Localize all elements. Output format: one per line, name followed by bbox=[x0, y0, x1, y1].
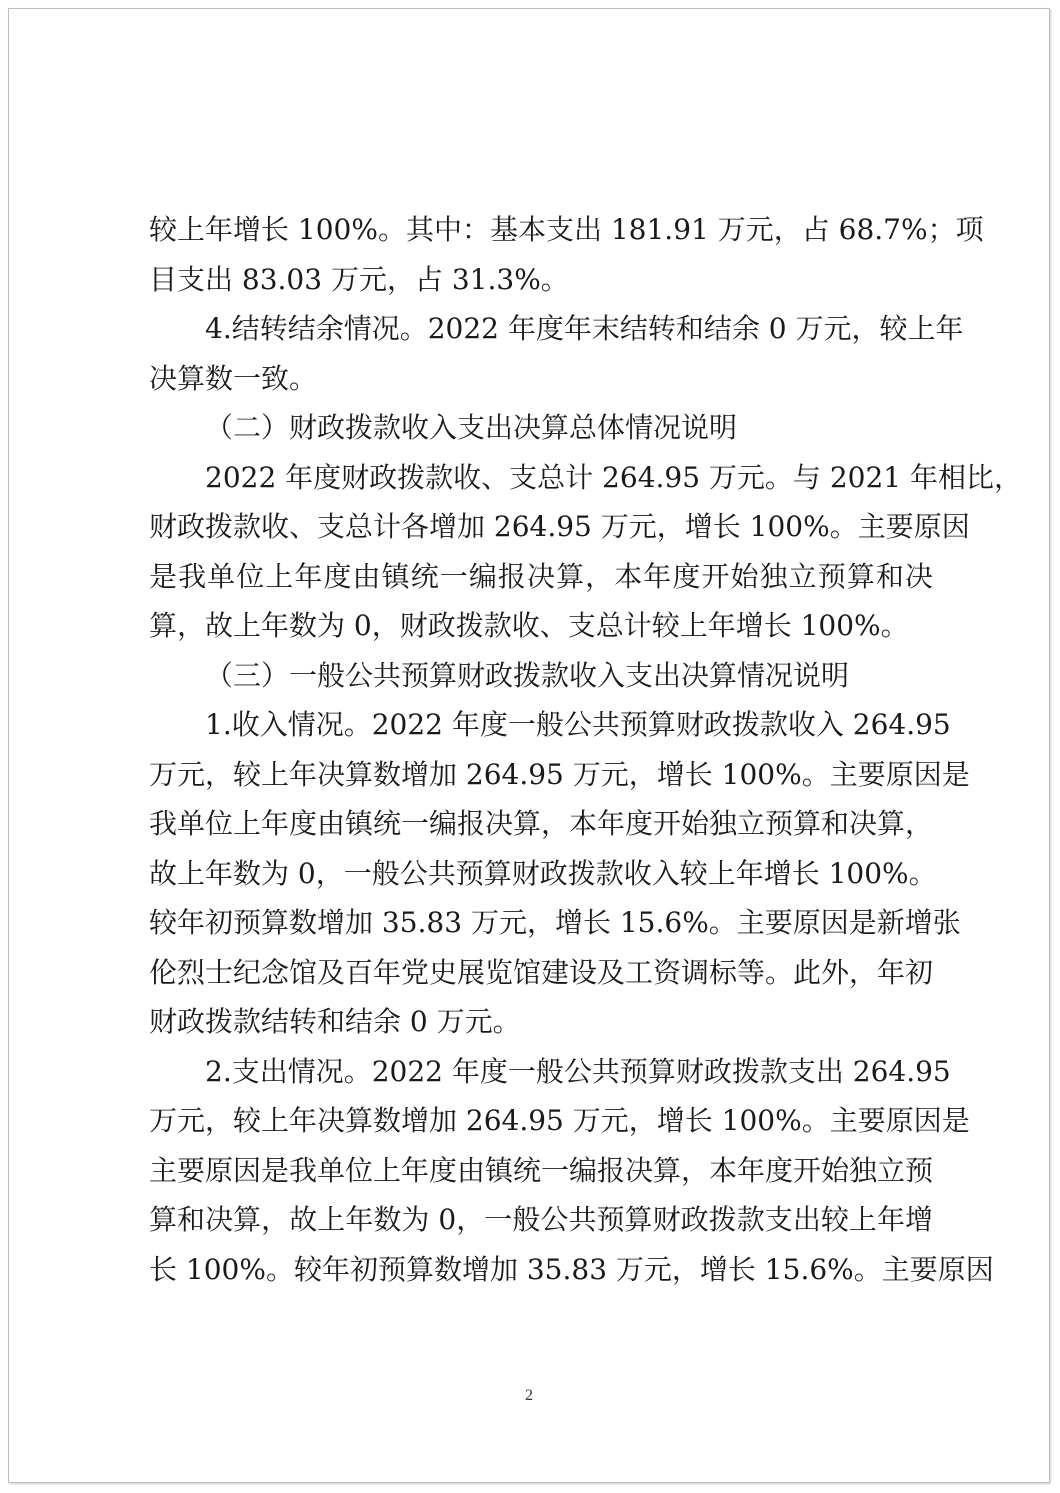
text-line: 1.收入情况。2022 年度一般公共预算财政拨款收入 264.95 bbox=[205, 708, 951, 741]
text-line: 算和决算，故上年数为 0，一般公共预算财政拨款支出较上年增 bbox=[149, 1203, 933, 1236]
text-line: 算，故上年数为 0，财政拨款收、支总计较上年增长 100%。 bbox=[149, 609, 909, 642]
text-line: 我单位上年度由镇统一编报决算，本年度开始独立预算和决算， bbox=[149, 807, 934, 840]
page-body bbox=[149, 205, 1022, 1294]
text-line: 万元，较上年决算数增加 264.95 万元，增长 100%。主要原因是 bbox=[149, 757, 970, 791]
text-line: 是我单位上年度由镇统一编报决算，本年度开始独立预算和决 bbox=[149, 559, 933, 593]
section-heading-3 bbox=[149, 651, 933, 701]
text-line: 主要原因是我单位上年度由镇统一编报决算，本年度开始独立预 bbox=[149, 1153, 934, 1187]
section-heading-2 bbox=[149, 403, 933, 453]
text-line: 伦烈士纪念馆及百年党史展览馆建设及工资调标等。此外，年初 bbox=[149, 955, 934, 989]
text-line: 决算数一致。 bbox=[149, 361, 318, 395]
paragraph-continuation bbox=[149, 205, 984, 304]
paragraph-carryover bbox=[149, 304, 964, 403]
text-line: 2.支出情况。2022 年度一般公共预算财政拨款支出 264.95 bbox=[205, 1054, 951, 1088]
text-line: 4.结转结余情况。2022 年度年末结转和结余 0 万元，较上年 bbox=[205, 312, 964, 345]
text-line: 2022 年度财政拨款收、支总计 264.95 万元。与 2021 年相比， bbox=[205, 460, 1022, 494]
document-page bbox=[8, 8, 1050, 1483]
text-line: 财政拨款收、支总计各增加 264.95 万元，增长 100%。主要原因 bbox=[149, 510, 970, 543]
text-line: 目支出 83.03 万元，占 31.3%。 bbox=[149, 262, 569, 296]
page-number: 2 bbox=[525, 1387, 533, 1404]
heading-text: （三）一般公共预算财政拨款收入支出决算情况说明 bbox=[205, 658, 850, 692]
heading-text: （二）财政拨款收入支出决算总体情况说明 bbox=[205, 411, 738, 444]
text-line: 故上年数为 0，一般公共预算财政拨款收入较上年增长 100%。 bbox=[149, 856, 937, 890]
paragraph-income bbox=[149, 700, 970, 1047]
text-line: 万元，较上年决算数增加 264.95 万元，增长 100%。主要原因是 bbox=[149, 1104, 970, 1137]
text-line: 较年初预算数增加 35.83 万元，增长 15.6%。主要原因是新增张 bbox=[149, 906, 961, 939]
paragraph-financial-total bbox=[149, 453, 1022, 651]
text-line: 较上年增长 100%。其中：基本支出 181.91 万元，占 68.7%；项 bbox=[149, 213, 984, 246]
text-line: 财政拨款结转和结余 0 万元。 bbox=[149, 1005, 521, 1038]
paragraph-expenditure bbox=[149, 1047, 994, 1295]
text-line: 长 100%。较年初预算数增加 35.83 万元，增长 15.6%。主要原因 bbox=[149, 1252, 994, 1286]
